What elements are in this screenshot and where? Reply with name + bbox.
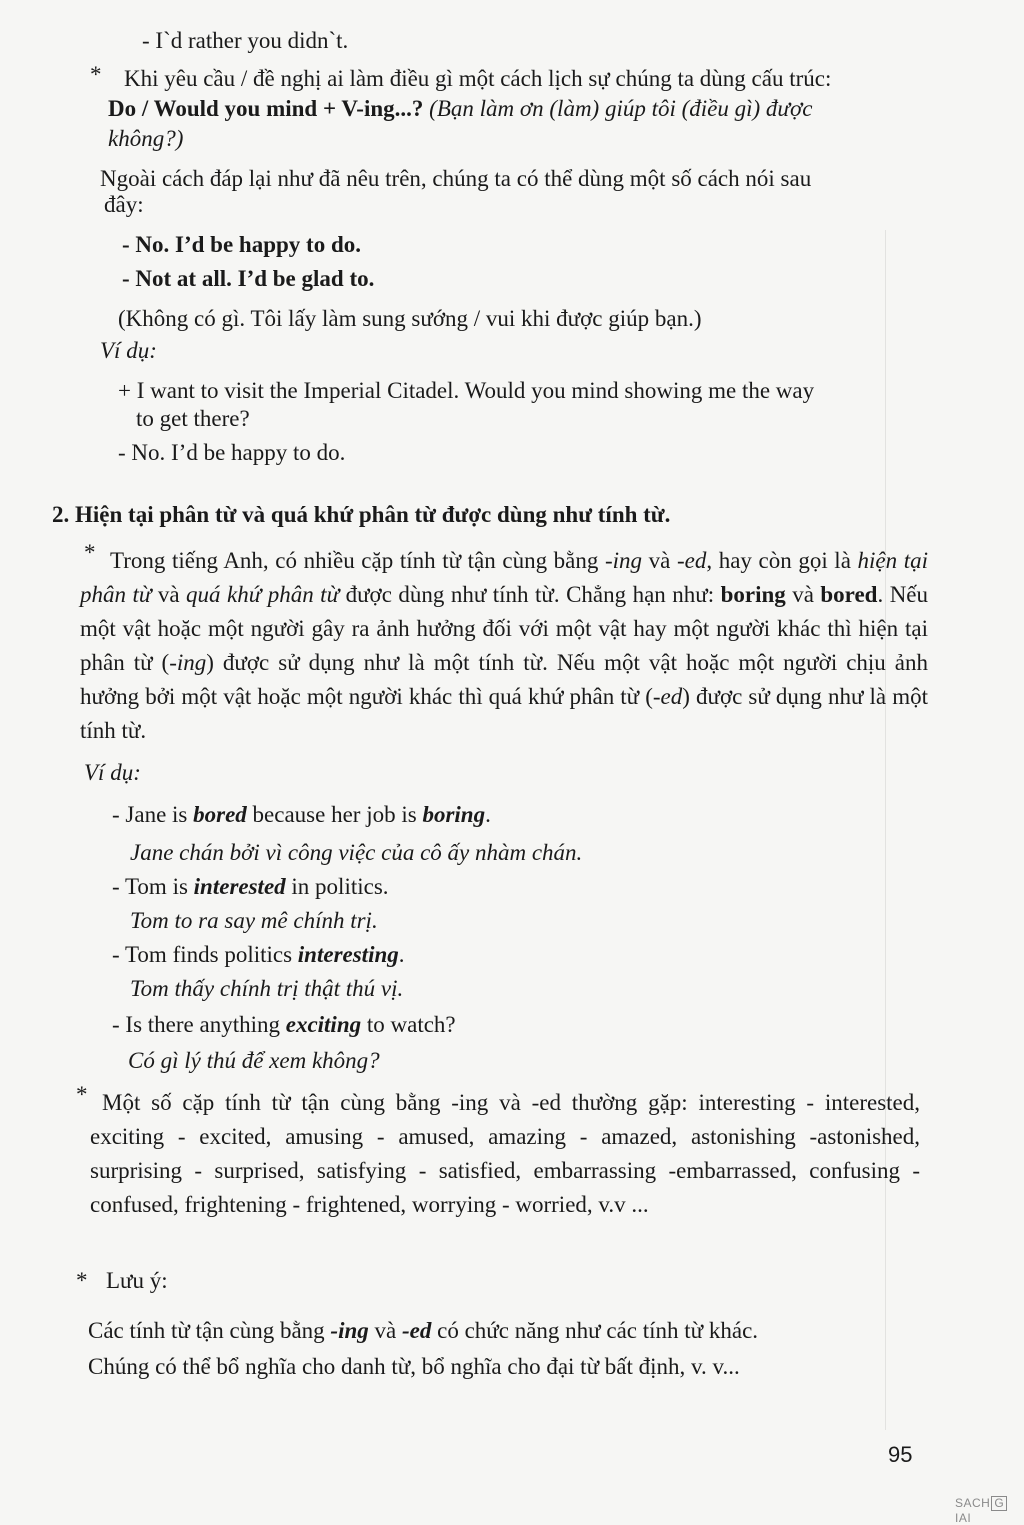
word-boring: boring [422, 802, 486, 827]
response-glad: - Not at all. I’d be glad to. [122, 266, 375, 291]
text-span: có chức năng như các tính từ khác. [431, 1318, 759, 1343]
example-tom-interested-vi: Tom to ra say mê chính trị. [130, 908, 378, 933]
watermark-logo [955, 1496, 1024, 1525]
note-label: Lưu ý: [106, 1268, 168, 1293]
suffix-ed: -ed [676, 548, 707, 573]
text-span: được dùng như tính từ. Chẳng hạn như: [339, 582, 721, 607]
text-span: Các tính từ tận cùng bằng [88, 1318, 331, 1343]
watermark-box: G [991, 1496, 1007, 1511]
participle-paragraph [80, 544, 928, 748]
word-boring: boring [720, 582, 786, 607]
bullet-star-4: * [76, 1268, 88, 1293]
example-jane [112, 800, 491, 830]
suffix-ing: -ing [169, 650, 207, 675]
watermark-right: IAI [955, 1511, 972, 1525]
word-bored: bored [820, 582, 878, 607]
text-span: và [642, 548, 677, 573]
bullet-star-2: * [84, 540, 96, 565]
line-structure [108, 94, 812, 124]
example-tom-finds [112, 940, 405, 970]
watermark-left: SACH [955, 1496, 991, 1510]
example-exciting-vi: Có gì lý thú để xem không? [128, 1048, 380, 1073]
text-span: because her job is [246, 802, 423, 827]
example-citadel: + I want to visit the Imperial Citadel. Would you mind showing me the way [118, 378, 815, 403]
term-past-participle: quá khứ phân từ [186, 582, 340, 607]
example-response: - No. I’d be happy to do. [118, 440, 346, 465]
line-request: Khi yêu cầu / đề nghị ai làm điều gì một cách lịch sự chúng ta dùng cấu trúc: [124, 66, 832, 91]
word-interesting: interesting [297, 942, 399, 967]
term-present-participle: hiện tại phân từ [80, 548, 928, 607]
suffix-ing: -ing [330, 1318, 369, 1343]
line-translation: (Không có gì. Tôi lấy làm sung sướng / vui khi được giúp bạn.) [118, 306, 702, 331]
text-span: ) được sử dụng như là một tính từ. Nếu một vật hoặc một người chịu ảnh hưởng bởi một vật hoặc một người khác thì quá khứ phân từ ( [80, 650, 928, 709]
structure-translation: (Bạn làm ơn (làm) giúp tôi (điều gì) được [429, 96, 813, 121]
vidu-label-1: Ví dụ: [100, 338, 157, 363]
bullet-star: * [90, 62, 102, 87]
structure-formula: Do / Would you mind + V-ing...? [108, 96, 424, 121]
word-interested: interested [193, 874, 286, 899]
text-span: . [398, 942, 405, 967]
text-span: . Nếu một vật hoặc một người gây ra ảnh hưởng đối với một vật hay một người khác thì hiện tại phân từ ( [80, 582, 929, 675]
example-tom-finds-vi: Tom thấy chính trị thật thú vị. [130, 976, 404, 1001]
word-exciting: exciting [285, 1012, 362, 1037]
suffix-ed: -ed [652, 684, 683, 709]
text-span: , hay còn gọi là [706, 548, 858, 573]
note-line-1 [88, 1316, 758, 1346]
adjective-pairs-list: Một số cặp tính từ tận cùng bằng -ing và -ed thường gặp: interesting - interested, exciting - excited, amusing - amused, amazing - amazed, astonishing -astonished, surprising - surprised, satisfying - satisfied, embarrassing -embarrassed, confusing - confused, frightening - frightened, worrying - worried, v.v ... [90, 1090, 920, 1217]
line-rather: - I`d rather you didn`t. [142, 28, 349, 53]
line-ngoai-cach: Ngoài cách đáp lại như đã nêu trên, chúng ta có thể dùng một số cách nói sau [100, 166, 812, 191]
text-span: - Tom finds politics [112, 942, 298, 967]
text-span: - Is there anything [112, 1012, 286, 1037]
text-span: và [785, 582, 821, 607]
suffix-ing: -ing [604, 548, 643, 573]
text-span: ) được sử dụng như là một tính từ. [80, 684, 928, 743]
line-day: đây: [104, 192, 144, 217]
vidu-label-2: Ví dụ: [84, 760, 141, 785]
text-span: - Jane is [112, 802, 194, 827]
section-heading: 2. Hiện tại phân từ và quá khứ phân từ được dùng như tính từ. [52, 502, 671, 527]
text-span: Trong tiếng Anh, có nhiều cặp tính từ tận cùng bằng [110, 548, 605, 573]
text-span: . [485, 802, 491, 827]
bullet-star-3: * [76, 1082, 88, 1107]
text-span: in politics. [285, 874, 389, 899]
example-tom-interested [112, 872, 389, 902]
note-line-2: Chúng có thể bổ nghĩa cho danh từ, bổ nghĩa cho đại từ bất định, v. v... [88, 1354, 740, 1379]
text-span: và [151, 582, 187, 607]
bleed-through-border [885, 230, 886, 1430]
text-span: và [368, 1318, 402, 1343]
page-number: 95 [888, 1442, 913, 1467]
text-span: - Tom is [112, 874, 194, 899]
example-exciting [112, 1010, 456, 1040]
line-khong: không?) [108, 126, 184, 151]
suffix-ed: -ed [401, 1318, 432, 1343]
word-bored: bored [193, 802, 247, 827]
example-jane-vi: Jane chán bởi vì công việc của cô ấy nhàm chán. [130, 840, 583, 865]
text-span: to watch? [361, 1012, 456, 1037]
response-happy: - No. I’d be happy to do. [122, 232, 361, 257]
example-citadel-cont: to get there? [136, 406, 250, 431]
